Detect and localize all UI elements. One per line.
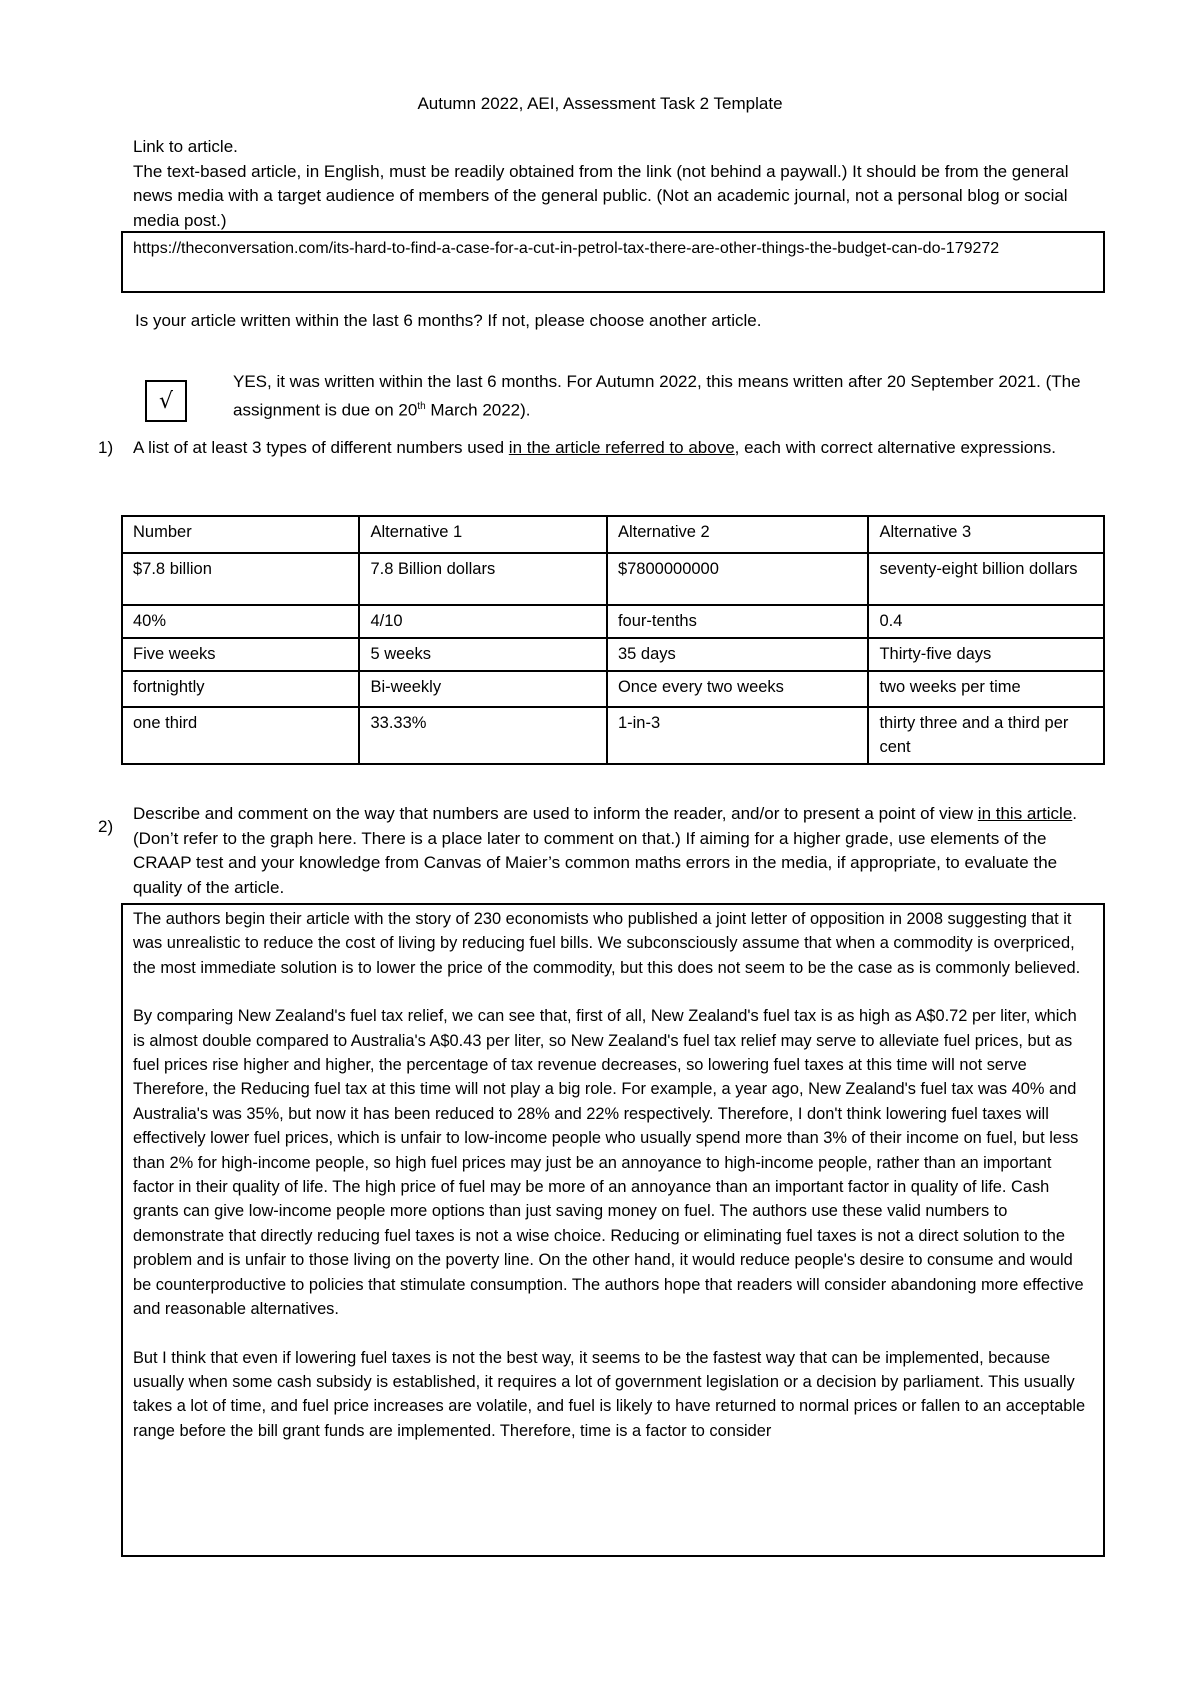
table-cell: Bi-weekly	[359, 671, 606, 707]
table-header-row	[122, 516, 1104, 553]
table-cell: one third	[122, 707, 359, 764]
table-cell: 7.8 Billion dollars	[359, 553, 606, 605]
question-2-text-start: Describe and comment on the way that numbers are used to inform the reader, and/or to present a point of view	[133, 804, 978, 823]
question-1-number: 1)	[98, 438, 114, 457]
table-header-cell: Alternative 2	[607, 516, 869, 553]
question-2-text	[133, 802, 1093, 900]
recency-answer-superscript: th	[417, 400, 426, 412]
checkmark-icon: √	[158, 388, 174, 414]
question-1-text-start: A list of at least 3 types of different numbers used	[133, 438, 509, 457]
link-instructions: The text-based article, in English, must be readily obtained from the link (not behind a paywall.) It should be from the general news media with a target audience of members of the general public. (Not an academic journal, not a personal blog or social media post.)	[133, 161, 1069, 230]
link-heading: Link to article.	[133, 137, 238, 156]
table-cell: two weeks per time	[868, 671, 1104, 707]
question-1-underlined: in the article referred to above	[508, 438, 735, 457]
recency-answer	[233, 370, 1093, 423]
table-cell: 35 days	[607, 638, 869, 671]
table-cell: 0.4	[868, 605, 1104, 638]
article-url[interactable]: https://theconversation.com/its-hard-to-find-a-case-for-a-cut-in-petrol-tax-there-are-other-things-the-budget-can-do-179272	[133, 240, 1000, 257]
table-row	[122, 671, 1104, 707]
recency-answer-text: YES, it was written within the last 6 months. For Autumn 2022, this means written after 20 September 2021. (The assignment is due on 20	[233, 372, 1081, 420]
table-header-cell: Alternative 1	[359, 516, 606, 553]
recency-answer-text-end: March 2022).	[425, 400, 531, 420]
question-2-text-end: . (Don’t refer to the graph here. There is a place later to comment on that.) If aiming for a higher grade, use elements of the CRAAP test and your knowledge from Canvas of Maier’s common maths errors in the media, if appropriate, to evaluate the quality of the article.	[133, 804, 1078, 897]
numbers-table	[121, 515, 1105, 765]
table-cell: 1-in-3	[607, 707, 869, 764]
table-cell: Five weeks	[122, 638, 359, 671]
table-row	[122, 605, 1104, 638]
table-header-cell: Number	[122, 516, 359, 553]
question-2-underlined: in this article	[977, 804, 1073, 823]
question-2-number: 2)	[98, 817, 114, 836]
answer-paragraph: The authors begin their article with the story of 230 economists who published a joint letter of opposition in 2008 suggesting that it was unrealistic to reduce the cost of living by reducing fuel bills. We subconsciously assume that when a commodity is overpriced, the most immediate solution is to lower the price of the commodity, but this does not seem to be the case as is commonly believed.	[133, 910, 1081, 977]
answer-paragraph: But I think that even if lowering fuel taxes is not the best way, it seems to be the fastest way that can be implemented, because usually when some cash subsidy is established, it requires a lot of government legislation or a decision by parliament. This usually takes a lot of time, and fuel price increases are volatile, and fuel is likely to have returned to normal prices or fallen to an acceptable range before the bill grant funds are implemented. Therefore, time is a factor to consider	[133, 1348, 1086, 1440]
recency-question: Is your article written within the last 6 months? If not, please choose another article.	[135, 311, 762, 330]
link-instructions-block	[133, 135, 1093, 233]
article-url-box[interactable]	[121, 231, 1105, 293]
table-cell: four-tenths	[607, 605, 869, 638]
question-1	[98, 436, 1098, 461]
question-1-text	[133, 436, 1093, 461]
table-row	[122, 638, 1104, 671]
table-cell: seventy-eight billion dollars	[868, 553, 1104, 605]
table-cell: $7800000000	[607, 553, 869, 605]
table-row	[122, 553, 1104, 605]
table-cell: fortnightly	[122, 671, 359, 707]
table-cell: 33.33%	[359, 707, 606, 764]
table-cell: Once every two weeks	[607, 671, 869, 707]
recency-checkbox[interactable]	[145, 380, 187, 422]
table-cell: Thirty-five days	[868, 638, 1104, 671]
question-2	[98, 802, 1098, 900]
table-row	[122, 707, 1104, 764]
table-cell: 40%	[122, 605, 359, 638]
table-cell: 4/10	[359, 605, 606, 638]
question-1-text-end: , each with correct alternative expressions.	[734, 438, 1056, 457]
table-cell: thirty three and a third per cent	[868, 707, 1104, 764]
table-cell: 5 weeks	[359, 638, 606, 671]
answer-text-box[interactable]	[121, 903, 1105, 1557]
answer-paragraph: By comparing New Zealand's fuel tax relief, we can see that, first of all, New Zealand's fuel tax is as high as A$0.72 per liter, which is almost double compared to Australia's A$0.43 per liter, so New Zealand's fuel tax relief may serve to alleviate fuel prices, but as fuel prices rise higher and higher, the percentage of tax revenue decreases, so lowering fuel taxes at this time will not serve Therefore, the Reducing fuel tax at this time will not play a big role. For example, a year ago, New Zealand's fuel tax was 40% and Australia's was 35%, but now it has been reduced to 28% and 22% respectively. Therefore, I don't think lowering fuel taxes will effectively lower fuel prices, which is unfair to low-income people who usually spend more than 3% of their income on fuel, but less than 2% for high-income people, so high fuel prices may just be an annoyance to high-income people, rather than an important factor in their quality of life. The high price of fuel may be more of an annoyance than an important factor in quality of life. Cash grants can give low-income people more options than just saving money on fuel. The authors use these valid numbers to demonstrate that directly reducing fuel taxes is not a wise choice. Reducing or eliminating fuel taxes is not a direct solution to the problem and is unfair to those living on the poverty line. On the other hand, it would reduce people's desire to consume and would be counterproductive to policies that stimulate consumption. The authors hope that readers will consider abandoning more effective and reasonable alternatives.	[133, 1007, 1084, 1319]
document-title: Autumn 2022, AEI, Assessment Task 2 Template	[417, 94, 783, 113]
table-cell: $7.8 billion	[122, 553, 359, 605]
table-header-cell: Alternative 3	[868, 516, 1104, 553]
